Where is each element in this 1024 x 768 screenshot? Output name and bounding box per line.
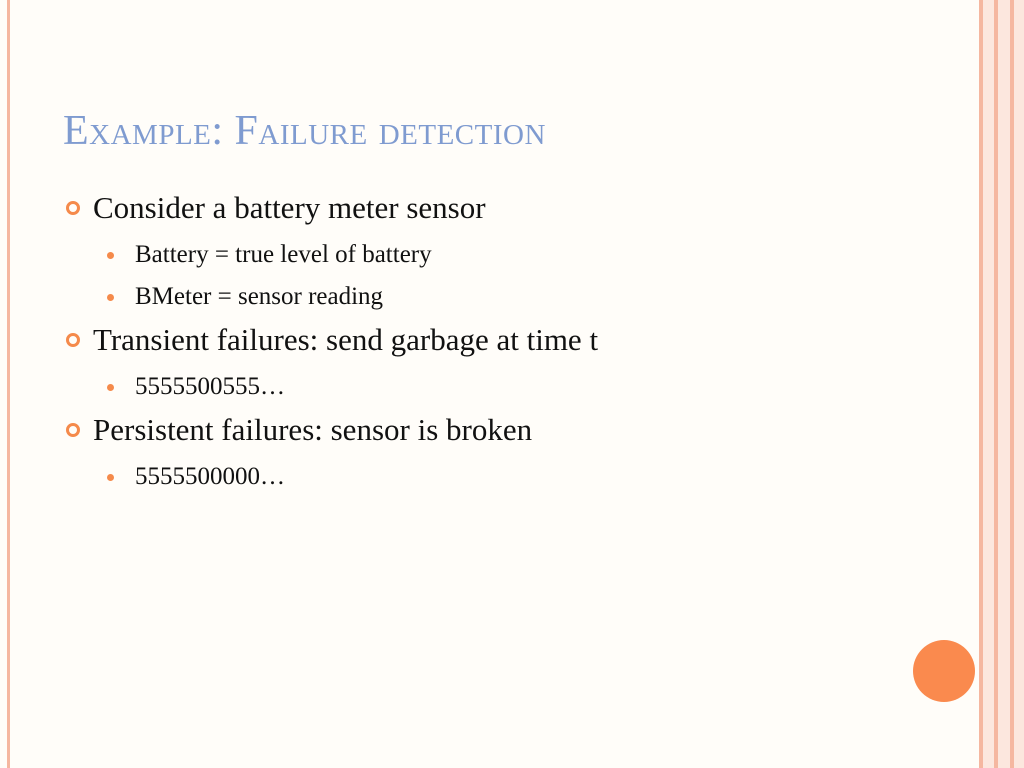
sub-bullet-text: BMeter = sensor reading bbox=[135, 283, 384, 310]
right-decorative-band bbox=[979, 0, 1024, 768]
ring-bullet-icon bbox=[66, 423, 80, 437]
right-decorative-stripe bbox=[1010, 0, 1014, 768]
bullet-item bbox=[66, 318, 956, 362]
bullet-list bbox=[66, 186, 956, 494]
sub-bullet-item bbox=[66, 238, 956, 272]
dot-bullet-icon bbox=[107, 294, 114, 301]
bullet-item bbox=[66, 408, 956, 452]
bullet-text: Transient failures: send garbage at time t bbox=[93, 322, 599, 357]
ring-bullet-icon bbox=[66, 333, 80, 347]
bullet-item bbox=[66, 186, 956, 230]
right-decorative-stripe bbox=[979, 0, 983, 768]
bullet-text: Persistent failures: sensor is broken bbox=[93, 412, 533, 447]
slide-title: Example: Failure detection bbox=[63, 108, 546, 154]
sub-bullet-text: Battery = true level of battery bbox=[135, 241, 432, 268]
sub-bullet-text: 5555500555… bbox=[135, 373, 285, 400]
sub-bullet-item bbox=[66, 460, 956, 494]
dot-bullet-icon bbox=[107, 252, 114, 259]
sub-bullet-item bbox=[66, 280, 956, 314]
ring-bullet-icon bbox=[66, 201, 80, 215]
sub-bullet-item bbox=[66, 370, 956, 404]
right-decorative-stripe bbox=[994, 0, 998, 768]
dot-bullet-icon bbox=[107, 474, 114, 481]
decorative-orange-circle bbox=[913, 640, 975, 702]
left-decorative-rule bbox=[7, 0, 10, 768]
sub-bullet-text: 5555500000… bbox=[135, 463, 285, 490]
dot-bullet-icon bbox=[107, 384, 114, 391]
bullet-text: Consider a battery meter sensor bbox=[93, 190, 486, 225]
